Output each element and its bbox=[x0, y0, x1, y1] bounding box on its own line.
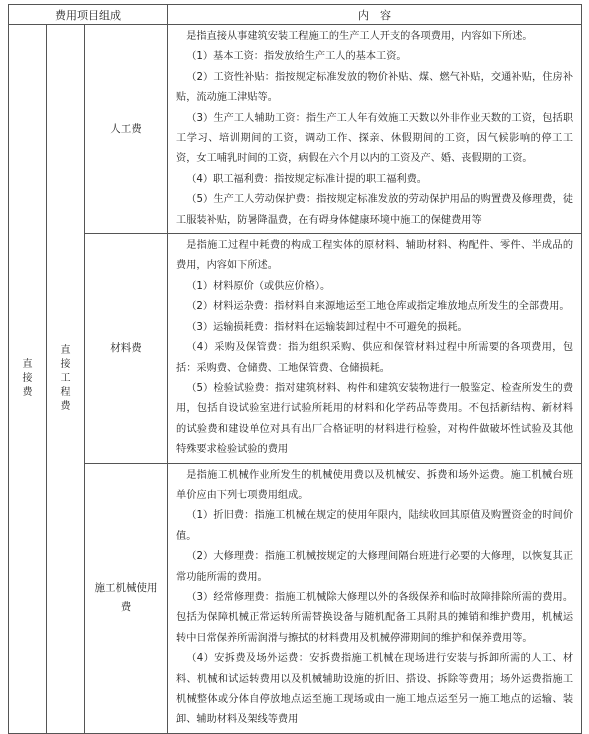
category-cell bbox=[85, 234, 168, 463]
category-label: 材料费 bbox=[110, 341, 142, 354]
content-line: （3）运输损耗费：指材料在运输装卸过程中不可避免的损耗。 bbox=[186, 321, 468, 333]
content-cell bbox=[168, 463, 582, 733]
content-cell bbox=[168, 234, 582, 463]
content-line: （3）经常修理费：指施工机械除大修理以外的各级保养和临时故障排除所需的费用。包括为保障机械正常运转所需替换设备与随机配备工具附具的摊销和维护费用，机械运转中日常保养所需润滑与擦拭的材料费用及机械停滞期间的维护和保养费用等。 bbox=[176, 591, 574, 644]
level1-cell bbox=[9, 25, 47, 734]
content-line: （3）生产工人辅助工资：指生产工人年有效施工天数以外非作业天数的工资，包括职工学习、培训期间的工资，调动工作、探亲、休假期间的工资，因气候影响的停工工资，女工哺乳时间的工资，病假在六个月以内的工资及产、婚、丧假期的工资。 bbox=[176, 112, 574, 165]
content-line: （1）折旧费：指施工机械在规定的使用年限内，陆续收回其原值及购置资金的时间价值。 bbox=[176, 510, 574, 542]
header-content: 内 容 bbox=[168, 5, 582, 25]
table-row-machinery bbox=[9, 463, 582, 733]
header-cost-items: 费用项目组成 bbox=[9, 5, 168, 25]
content-line: （4）职工福利费：指按规定标准计提的职工福利费。 bbox=[186, 173, 427, 185]
table-header-row bbox=[9, 5, 582, 25]
level1-label: 直接费 bbox=[22, 358, 33, 398]
category-label: 人工费 bbox=[110, 122, 142, 135]
content-line: （5）生产工人劳动保护费：指按规定标准发放的劳动保护用品的购置费及修理费，徒工服装补贴，防暑降温费，在有碍身体健康环境中施工的保健费用等 bbox=[176, 194, 574, 226]
table-row-materials bbox=[9, 234, 582, 463]
level2-cell bbox=[47, 25, 85, 734]
category-cell bbox=[85, 25, 168, 234]
category-label: 施工机械使用费 bbox=[94, 582, 158, 614]
content-line: （2）大修理费：指施工机械按规定的大修理间隔台班进行必要的大修理，以恢复其正常功能所需的费用。 bbox=[176, 551, 574, 583]
content-cell bbox=[168, 25, 582, 234]
category-cell bbox=[85, 463, 168, 733]
cost-table-container bbox=[8, 4, 581, 734]
cost-composition-table bbox=[8, 4, 582, 734]
content-line: （2）工资性补贴：指按规定标准发放的物价补贴、煤、燃气补贴，交通补贴，住房补贴，流动施工津贴等。 bbox=[176, 71, 574, 104]
content-line: 是指直接从事建筑安装工程施工的生产工人开支的各项费用，内容如下所述。 bbox=[186, 31, 533, 42]
content-line: （1）基本工资：指发放给生产工人的基本工资。 bbox=[186, 51, 407, 63]
content-line: （2）材料运杂费：指材料自来源地运至工地仓库或指定堆放地点所发生的全部费用。 bbox=[186, 301, 570, 313]
content-line: 是指施工过程中耗费的构成工程实体的原材料、辅助材料、构配件、零件、半成品的费用，内容如下所述。 bbox=[176, 240, 574, 272]
content-line: （5）检验试验费：指对建筑材料、构件和建筑安装物进行一般鉴定、检查所发生的费用，包括自设试验室进行试验所耗用的材料和化学药品等费用。不包括新结构、新材料的试验费和建设单位对具有出厂合格证明的材料进行检验，对构件做破坏性试验及其他特殊要求检验试验的费用 bbox=[176, 382, 574, 456]
table-row-labor bbox=[9, 25, 582, 234]
level2-label: 直接工程费 bbox=[60, 344, 71, 412]
content-line: 是指施工机械作业所发生的机械使用费以及机械安、拆费和场外运费。施工机械台班单价应由下列七项费用组成。 bbox=[176, 469, 574, 501]
content-line: （1）材料原价（或供应价格）。 bbox=[186, 280, 331, 292]
content-line: （4）安拆费及场外运费：安拆费指施工机械在现场进行安装与拆卸所需的人工、材料、机械和试运转费用以及机械辅助设施的折旧、搭设、拆除等费用；场外运费指施工机械整体或分体自停放地点运至施工现场或由一施工地点运至另一施工地点的运输、装卸、辅助材料及架线等费用 bbox=[176, 653, 574, 726]
content-line: （4）采购及保管费：指为组织采购、供应和保管材料过程中所需要的各项费用，包括：采购费、仓储费、工地保管费、仓储损耗。 bbox=[176, 342, 574, 374]
